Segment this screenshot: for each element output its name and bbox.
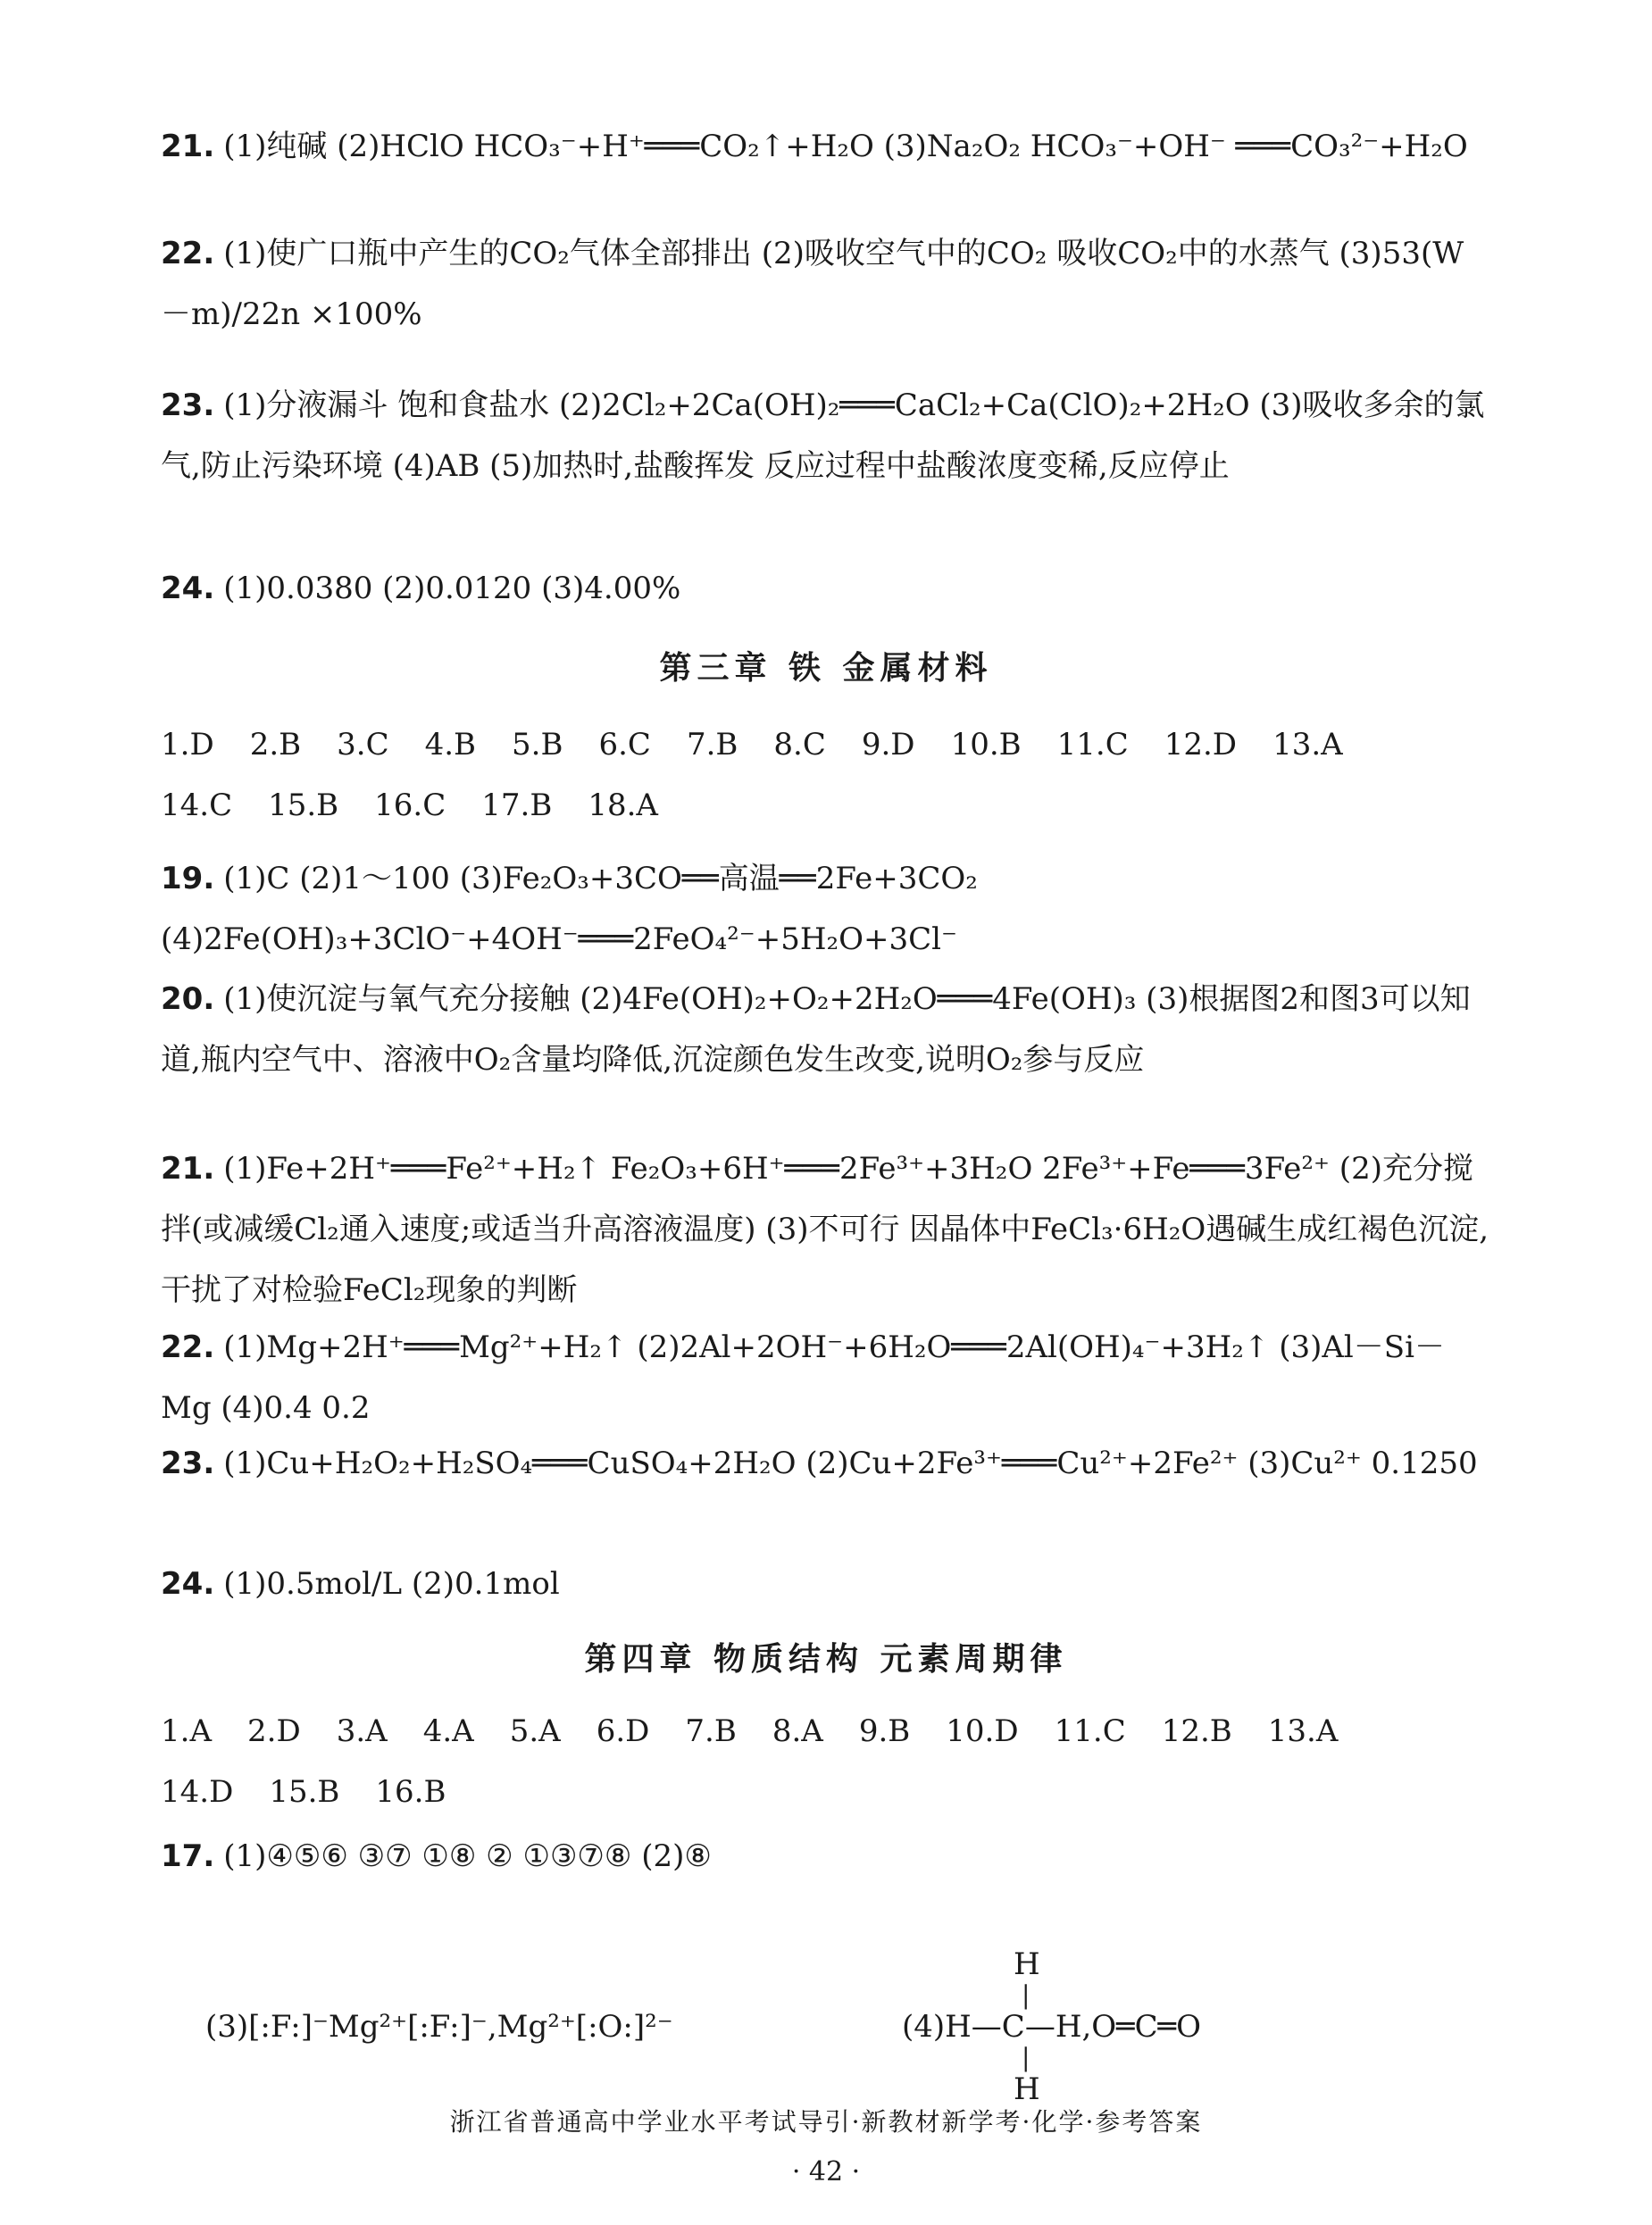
choice-answer: 2.D bbox=[247, 1713, 301, 1749]
choice-answer: 3.C bbox=[337, 727, 389, 762]
choice-answer: 4.A bbox=[422, 1713, 474, 1749]
chapter3-choice-answers bbox=[161, 714, 1500, 836]
choice-answer: 9.D bbox=[861, 727, 915, 762]
answer-text: (1)④⑤⑥ ③⑦ ①⑧ ② ①③⑦⑧ (2)⑧ bbox=[223, 1838, 712, 1874]
choice-answer: 7.B bbox=[685, 1713, 737, 1749]
answer-24-part2 bbox=[161, 558, 1491, 619]
choice-row-2 bbox=[161, 1762, 1500, 1822]
answer-text: (1)C (2)1～100 (3)Fe₂O₃+3CO══高温══2Fe+3CO₂ (4)2Fe(OH)₃+3ClO⁻+4OH⁻═══2FeO₄²⁻+5H₂O+3Cl⁻ bbox=[161, 861, 978, 957]
question-number: 21. bbox=[161, 1151, 215, 1187]
answer-text: (1)使沉淀与氧气充分接触 (2)4Fe(OH)₂+O₂+2H₂O═══4Fe(OH)₃ (3)根据图2和图3可以知道,瓶内空气中、溶液中O₂含量均降低,沉淀颜色发生改变,说明O₂参与反应 bbox=[161, 981, 1471, 1078]
choice-answer: 13.A bbox=[1267, 1713, 1339, 1749]
page-number: · 42 · bbox=[791, 2156, 861, 2188]
answer-23-part2 bbox=[161, 375, 1491, 496]
choice-answer: 1.A bbox=[161, 1713, 212, 1749]
question-number: 17. bbox=[161, 1838, 215, 1874]
question-number: 22. bbox=[161, 1329, 215, 1365]
choice-answer: 18.A bbox=[588, 788, 658, 823]
answer-20-ch3 bbox=[161, 969, 1491, 1090]
choice-answer: 15.B bbox=[269, 1774, 340, 1810]
choice-answer: 9.B bbox=[858, 1713, 911, 1749]
choice-answer: 5.B bbox=[512, 727, 563, 762]
answer-19-ch3 bbox=[161, 848, 1491, 970]
choice-answer: 14.C bbox=[161, 788, 233, 823]
methane-bottom-h: H bbox=[1014, 2071, 1040, 2107]
answer-text: (1)分液漏斗 饱和食盐水 (2)2Cl₂+2Ca(OH)₂═══CaCl₂+Ca(ClO)₂+2H₂O (3)吸收多余的氯气,防止污染环境 (4)AB (5)加热时,盐酸挥发 反应过程中盐酸浓度变稀,反应停止 bbox=[161, 388, 1485, 484]
choice-answer: 3.A bbox=[336, 1713, 388, 1749]
choice-answer: 11.C bbox=[1056, 727, 1129, 762]
choice-answer: 4.B bbox=[424, 727, 477, 762]
choice-answer: 2.B bbox=[249, 727, 302, 762]
question-number: 23. bbox=[161, 1446, 215, 1481]
answer-text: (1)Fe+2H⁺═══Fe²⁺+H₂↑ Fe₂O₃+6H⁺═══2Fe³⁺+3H₂O 2Fe³⁺+Fe═══3Fe²⁺ (2)充分搅拌(或减缓Cl₂通入速度;或适当升高溶液温度) (3)不可行 因晶体中FeCl₃·6H₂O遇碱生成红褐色沉淀,干扰了对检验FeCl₂现象的判断 bbox=[161, 1151, 1489, 1308]
choice-answer: 8.A bbox=[772, 1713, 823, 1749]
choice-row-1 bbox=[161, 1701, 1500, 1762]
chapter4-title: 第四章 物质结构 元素周期律 bbox=[584, 1640, 1068, 1678]
answer-17-ch4 bbox=[161, 1826, 1491, 1887]
choice-answer: 8.C bbox=[773, 727, 826, 762]
answer-text: (1)0.5mol/L (2)0.1mol bbox=[223, 1566, 560, 1602]
answer-text: (1)0.0380 (2)0.0120 (3)4.00% bbox=[223, 571, 681, 606]
question-number: 23. bbox=[161, 388, 215, 423]
structural-formula-answer: (4)H—C—H,O═C═O bbox=[902, 2009, 1201, 2045]
page-footer: 浙江省普通高中学业水平考试导引·新教材新学考·化学·参考答案 bbox=[449, 2107, 1203, 2137]
answer-21-ch3 bbox=[161, 1138, 1491, 1321]
choice-answer: 16.B bbox=[375, 1774, 446, 1810]
question-number: 24. bbox=[161, 1566, 215, 1602]
choice-row-1 bbox=[161, 714, 1500, 775]
choice-answer: 1.D bbox=[161, 727, 214, 762]
lewis-structures bbox=[205, 1946, 1500, 2125]
bond-vertical-top: | bbox=[1022, 1980, 1030, 2010]
choice-answer: 10.D bbox=[946, 1713, 1019, 1749]
answer-23-ch3 bbox=[161, 1433, 1491, 1494]
choice-answer: 6.D bbox=[596, 1713, 650, 1749]
chapter4-choice-answers bbox=[161, 1701, 1500, 1822]
answer-text: (1)Mg+2H⁺═══Mg²⁺+H₂↑ (2)2Al+2OH⁻+6H₂O═══2Al(OH)₄⁻+3H₂↑ (3)Al－Si－Mg (4)0.4 0.2 bbox=[161, 1329, 1445, 1426]
choice-row-2 bbox=[161, 775, 1500, 836]
choice-answer: 15.B bbox=[268, 788, 339, 823]
answer-24-ch3 bbox=[161, 1554, 1491, 1614]
question-number: 19. bbox=[161, 861, 215, 896]
answer-text: (1)纯碱 (2)HClO HCO₃⁻+H⁺═══CO₂↑+H₂O (3)Na₂O₂ HCO₃⁻+OH⁻ ═══CO₃²⁻+H₂O bbox=[223, 129, 1468, 164]
answer-22-part2 bbox=[161, 223, 1491, 345]
answer-text: (1)Cu+H₂O₂+H₂SO₄═══CuSO₄+2H₂O (2)Cu+2Fe³⁺═══Cu²⁺+2Fe²⁺ (3)Cu²⁺ 0.1250 bbox=[223, 1446, 1478, 1481]
choice-answer: 11.C bbox=[1054, 1713, 1126, 1749]
choice-answer: 5.A bbox=[509, 1713, 561, 1749]
question-number: 21. bbox=[161, 129, 215, 164]
choice-answer: 13.A bbox=[1272, 727, 1343, 762]
choice-answer: 7.B bbox=[686, 727, 738, 762]
methane-top-h: H bbox=[1014, 1946, 1040, 1982]
bond-vertical-bottom: | bbox=[1022, 2043, 1030, 2072]
choice-answer: 12.D bbox=[1164, 727, 1238, 762]
choice-answer: 12.B bbox=[1161, 1713, 1232, 1749]
chapter3-title: 第三章 铁 金属材料 bbox=[659, 649, 993, 687]
choice-answer: 14.D bbox=[161, 1774, 234, 1810]
choice-answer: 6.C bbox=[598, 727, 651, 762]
answer-21-part2 bbox=[161, 116, 1491, 177]
question-number: 20. bbox=[161, 981, 215, 1017]
choice-answer: 16.C bbox=[374, 788, 446, 823]
question-number: 24. bbox=[161, 571, 215, 606]
answer-22-ch3 bbox=[161, 1317, 1491, 1438]
electron-formula-answer: (3)[:F:]⁻Mg²⁺[:F:]⁻,Mg²⁺[:O:]²⁻ bbox=[205, 2009, 673, 2045]
answer-text: (1)使广口瓶中产生的CO₂气体全部排出 (2)吸收空气中的CO₂ 吸收CO₂中的水蒸气 (3)53(W－m)/22n ×100% bbox=[161, 236, 1464, 332]
choice-answer: 10.B bbox=[950, 727, 1022, 762]
question-number: 22. bbox=[161, 236, 215, 271]
choice-answer: 17.B bbox=[481, 788, 553, 823]
